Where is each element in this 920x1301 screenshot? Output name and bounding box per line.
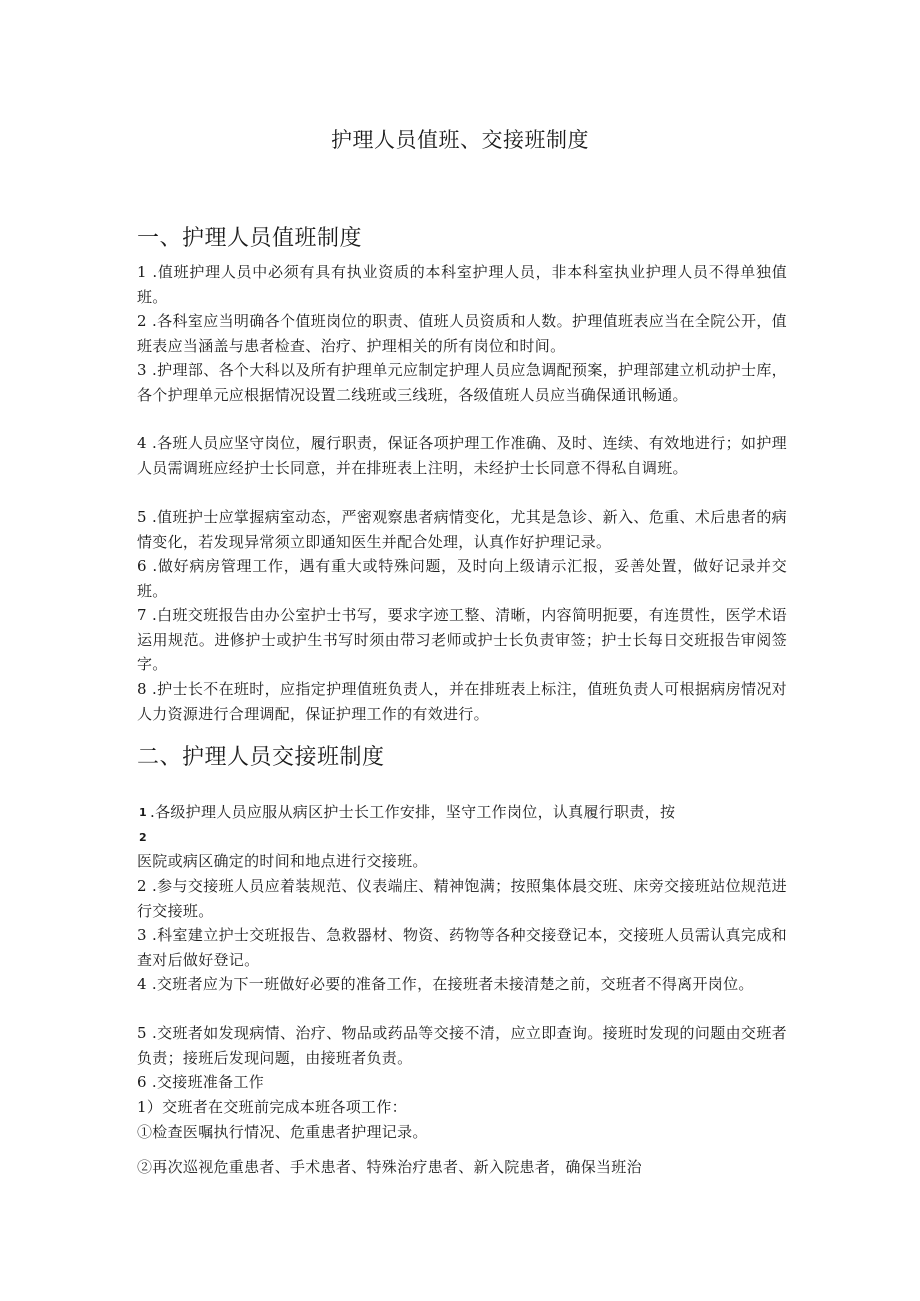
handover-item-1-line-2: 医院或病区确定的时间和地点进行交接班。 <box>137 852 428 870</box>
document-title: 护理人员值班、交接班制度 <box>331 128 589 152</box>
duty-item-3: 3 .护理部、各个大科以及所有护理单元应制定护理人员应急调配预案，护理部建立机动护士库，各个护理单元应根据情况设置二线班或三线班，各级值班人员应当确保通讯畅通。 <box>137 361 787 404</box>
section-heading-duty: 一、护理人员值班制度 <box>137 226 363 251</box>
duty-item-1: 1 .值班护理人员中必须有具有执业资质的本科室护理人员，非本科室执业护理人员不得单独值班。 <box>137 263 787 306</box>
handover-item-6: 6 .交接班准备工作 <box>137 1073 265 1091</box>
duty-item-7: 7 .白班交班报告由办公室护士书写，要求字迹工整、清晰，内容简明扼要，有连贯性，医学术语运用规范。进修护士或护生书写时须由带习老师或护士长负责审签；护士长每日交班报告审阅签字。 <box>137 606 787 673</box>
handover-item-5: 5 .交班者如发现病情、治疗、物品或药品等交接不清，应立即查询。接班时发现的问题由交班者负责；接班后发现问题，由接班者负责。 <box>137 1024 787 1067</box>
section-heading-handover: 二、护理人员交接班制度 <box>137 745 385 770</box>
handover-sub-item-1a: ①检查医嘱执行情况、危重患者护理记录。 <box>137 1123 428 1141</box>
duty-item-5: 5 .值班护士应掌握病室动态，严密观察患者病情变化，尤其是急诊、新入、危重、术后患者的病情变化，若发现异常须立即通知医生并配合处理，认真作好护理记录。 <box>137 508 787 551</box>
handover-item-4: 4 .交班者应为下一班做好必要的准备工作，在接班者未接清楚之前，交班者不得离开岗位。 <box>137 975 754 993</box>
handover-item-1-marker-top: 1 <box>139 806 147 819</box>
handover-item-1-marker-bottom: 2 <box>139 831 147 844</box>
handover-sub-item-1: 1）交班者在交班前完成本班各项工作： <box>137 1098 407 1116</box>
handover-item-3: 3 .科室建立护士交班报告、急救器材、物资、药物等各种交接登记本，交接班人员需认真完成和查对后做好登记。 <box>137 926 787 969</box>
duty-item-2: 2 .各科室应当明确各个值班岗位的职责、值班人员资质和人数。护理值班表应当在全院公开，值班表应当涵盖与患者检查、治疗、护理相关的所有岗位和时间。 <box>137 312 787 355</box>
duty-item-4: 4 .各班人员应坚守岗位，履行职责，保证各项护理工作准确、及时、连续、有效地进行；如护理人员需调班应经护士长同意，并在排班表上注明，未经护士长同意不得私自调班。 <box>137 434 787 477</box>
handover-item-2: 2 .参与交接班人员应着装规范、仪表端庄、精神饱满；按照集体晨交班、床旁交接班站位规范进行交接班。 <box>137 877 787 920</box>
duty-item-8: 8 .护士长不在班时，应指定护理值班负责人，并在排班表上标注，值班负责人可根据病房情况对人力资源进行合理调配，保证护理工作的有效进行。 <box>137 680 787 723</box>
handover-item-1-line-1: .各级护理人员应服从病区护士长工作安排，坚守工作岗位，认真履行职责，按 <box>150 803 676 821</box>
duty-item-6: 6 .做好病房管理工作，遇有重大或特殊问题，及时向上级请示汇报，妥善处置，做好记录并交班。 <box>137 557 787 600</box>
handover-sub-item-1b: ②再次巡视危重患者、手术患者、特殊治疗患者、新入院患者，确保当班治 <box>137 1158 642 1176</box>
